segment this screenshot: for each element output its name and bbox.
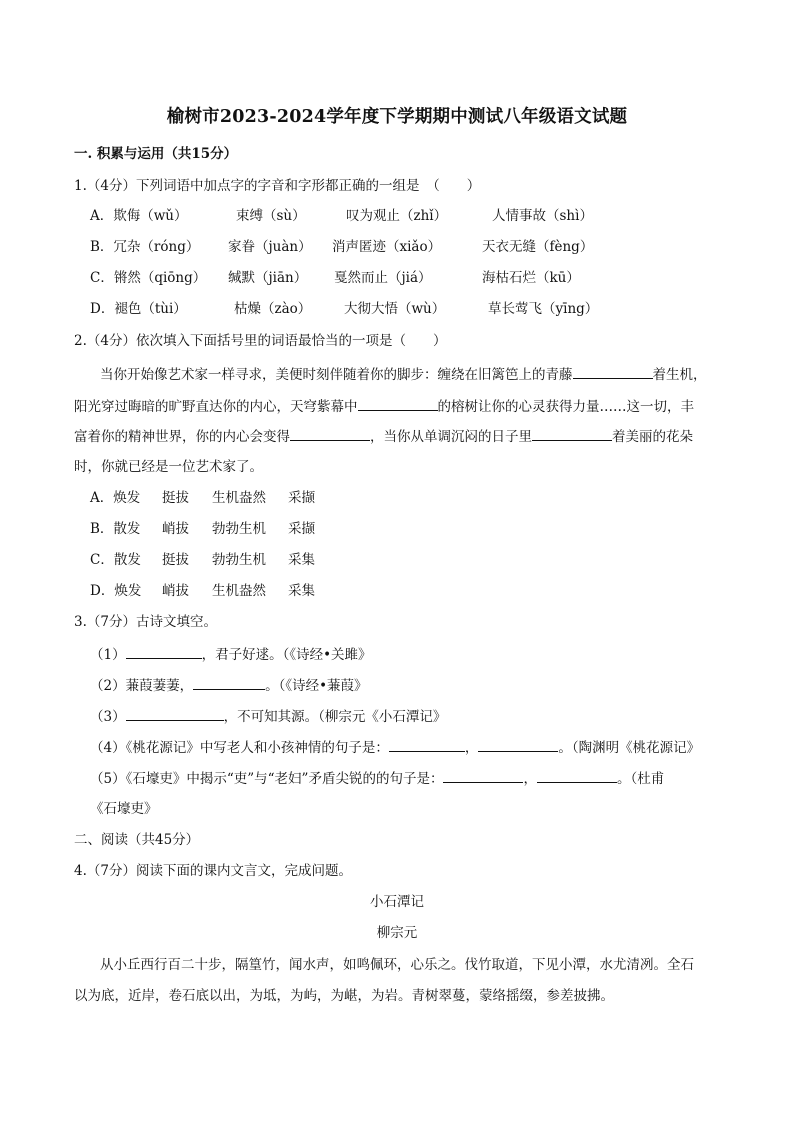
q2-passage-line-4: 时，你就已经是一位艺术家了。 xyxy=(74,459,263,475)
passage-line-2: 以为底，近岸，卷石底以出，为坻，为屿，为嵁，为岩。青树翠蔓，蒙络摇缀，参差披拂。 xyxy=(74,988,614,1004)
q2-passage-text: 阳光穿过晦暗的旷野直达你的内心，天穹紫幕中 xyxy=(74,399,358,415)
fill-blank xyxy=(478,737,558,752)
q3-line-3 xyxy=(90,706,446,727)
q1-option-b-2: 家眷（juàn） xyxy=(228,239,312,255)
fill-blank xyxy=(537,768,617,783)
q1-option-c-3: 戛然而止（jiá） xyxy=(334,270,432,286)
q2-passage-text: 富着你的精神世界，你的内心会变得 xyxy=(74,429,290,445)
q3-text: （2）蒹葭萋萋， xyxy=(90,678,194,694)
q3-text: （5）《石壕吏》中揭示“吏”与“老妇”矛盾尖锐的的句子是： xyxy=(90,771,444,787)
q2-option-b-3: 勃勃生机 xyxy=(212,521,266,537)
q3-text: （1） xyxy=(90,647,126,663)
q1-option-c-1: C．锵然（qiōng） xyxy=(90,270,207,286)
q3-text: 。（杜甫 xyxy=(616,771,665,787)
q1-option-a-2: 束缚（sù） xyxy=(236,208,306,224)
q2-option-b-2: 峭拔 xyxy=(162,521,189,537)
q3-stem: 3.（7分）古诗文填空。 xyxy=(74,614,217,630)
q2-option-a-2: 挺拔 xyxy=(162,490,189,506)
q2-passage-text: 着生机， xyxy=(652,367,707,383)
q3-text: ，君子好逑。（《诗经•关雎》 xyxy=(201,647,372,663)
q2-option-b-1: B．散发 xyxy=(90,521,141,537)
q2-option-a-3: 生机盎然 xyxy=(212,490,266,506)
q2-passage-line-3 xyxy=(74,426,693,447)
q1-option-a-1: A．欺侮（wǔ） xyxy=(90,208,188,224)
q3-text: 。（《诗经•蒹葭》 xyxy=(265,678,368,694)
section1-heading: 一. 积累与运用（共15分） xyxy=(74,146,238,162)
q2-option-a-4: 采撷 xyxy=(288,490,315,506)
q1-stem: 1.（4分）下列词语中加点字的字音和字形都正确的一组是 （ ） xyxy=(74,178,481,194)
fill-blank xyxy=(126,706,224,721)
q2-option-b-4: 采撷 xyxy=(288,521,315,537)
q2-option-d-1: D．焕发 xyxy=(90,583,142,599)
q1-option-d-2: 枯燥（zào） xyxy=(234,301,312,317)
fill-blank xyxy=(573,364,653,379)
q1-option-d-1: D．褪色（tùi） xyxy=(90,301,187,317)
q2-option-c-4: 采集 xyxy=(288,552,315,568)
q3-line-4 xyxy=(90,737,700,758)
q3-text: ， xyxy=(523,771,537,787)
q1-option-c-4: 海枯石烂（kū） xyxy=(482,270,580,286)
q4-stem: 4.（7分）阅读下面的课内文言文，完成问题。 xyxy=(74,863,352,879)
q3-line-1 xyxy=(90,644,372,665)
q2-option-c-1: C．散发 xyxy=(90,552,141,568)
q1-option-b-4: 天衣无缝（fèng） xyxy=(482,239,594,255)
q3-text: ， xyxy=(464,740,479,756)
fill-blank xyxy=(290,426,370,441)
page-title: 榆树市2023-2024学年度下学期期中测试八年级语文试题 xyxy=(166,107,628,127)
q1-option-a-4: 人情事故（shì） xyxy=(492,208,593,224)
q2-passage-text: 的榕树让你的心灵获得力量……这一切，丰 xyxy=(437,399,694,415)
q3-text: （4）《桃花源记》中写老人和小孩神情的句子是： xyxy=(90,740,389,756)
q2-passage-text: 当你开始像艺术家一样寻求，美便时刻伴随着你的脚步：缠绕在旧篱笆上的青藤 xyxy=(100,367,573,383)
fill-blank xyxy=(358,396,438,411)
passage-author: 柳宗元 xyxy=(376,925,418,941)
q2-passage-text: ，当你从单调沉闷的日子里 xyxy=(370,429,532,445)
section2-heading: 二、阅读（共45分） xyxy=(74,832,200,848)
q1-option-c-2: 缄默（jiān） xyxy=(228,270,308,286)
q2-passage-line-1 xyxy=(100,364,707,385)
fill-blank xyxy=(389,737,465,752)
q2-passage-text: 着美丽的花朵 xyxy=(612,429,693,445)
q1-option-b-1: B．冗杂（róng） xyxy=(90,239,200,255)
passage-title: 小石潭记 xyxy=(370,894,424,910)
passage-line-1: 从小丘西行百二十步，隔篁竹，闻水声，如鸣佩环，心乐之。伐竹取道，下见小潭，水尤清冽。全石 xyxy=(100,957,694,973)
q3-text: 。（陶渊明《桃花源记》 xyxy=(558,740,701,756)
q1-option-b-3: 消声匿迹（xiǎo） xyxy=(332,239,442,255)
q2-option-c-3: 勃勃生机 xyxy=(212,552,266,568)
q2-stem: 2.（4分）依次填入下面括号里的词语最恰当的一项是（ ） xyxy=(74,333,447,349)
fill-blank xyxy=(126,644,202,659)
q3-text: （3） xyxy=(90,709,126,725)
q1-option-a-3: 叹为观止（zhǐ） xyxy=(346,208,448,224)
q2-option-a-1: A．焕发 xyxy=(90,490,141,506)
q2-option-d-4: 采集 xyxy=(288,583,315,599)
q2-option-d-2: 峭拔 xyxy=(162,583,189,599)
fill-blank xyxy=(532,426,612,441)
q3-text: ，不可知其源。（柳宗元《小石潭记》 xyxy=(223,709,447,725)
fill-blank xyxy=(443,768,523,783)
fill-blank xyxy=(193,675,265,690)
q1-option-d-4: 草长莺飞（yīng） xyxy=(488,301,599,317)
q3-line-5-cont: 《石壕吏》 xyxy=(90,801,158,817)
q3-line-2 xyxy=(90,675,368,696)
q3-line-5 xyxy=(90,768,664,789)
q2-option-d-3: 生机盎然 xyxy=(212,583,266,599)
q2-passage-line-2 xyxy=(74,396,694,417)
q1-option-d-3: 大彻大悟（wù） xyxy=(344,301,446,317)
q2-option-c-2: 挺拔 xyxy=(162,552,189,568)
